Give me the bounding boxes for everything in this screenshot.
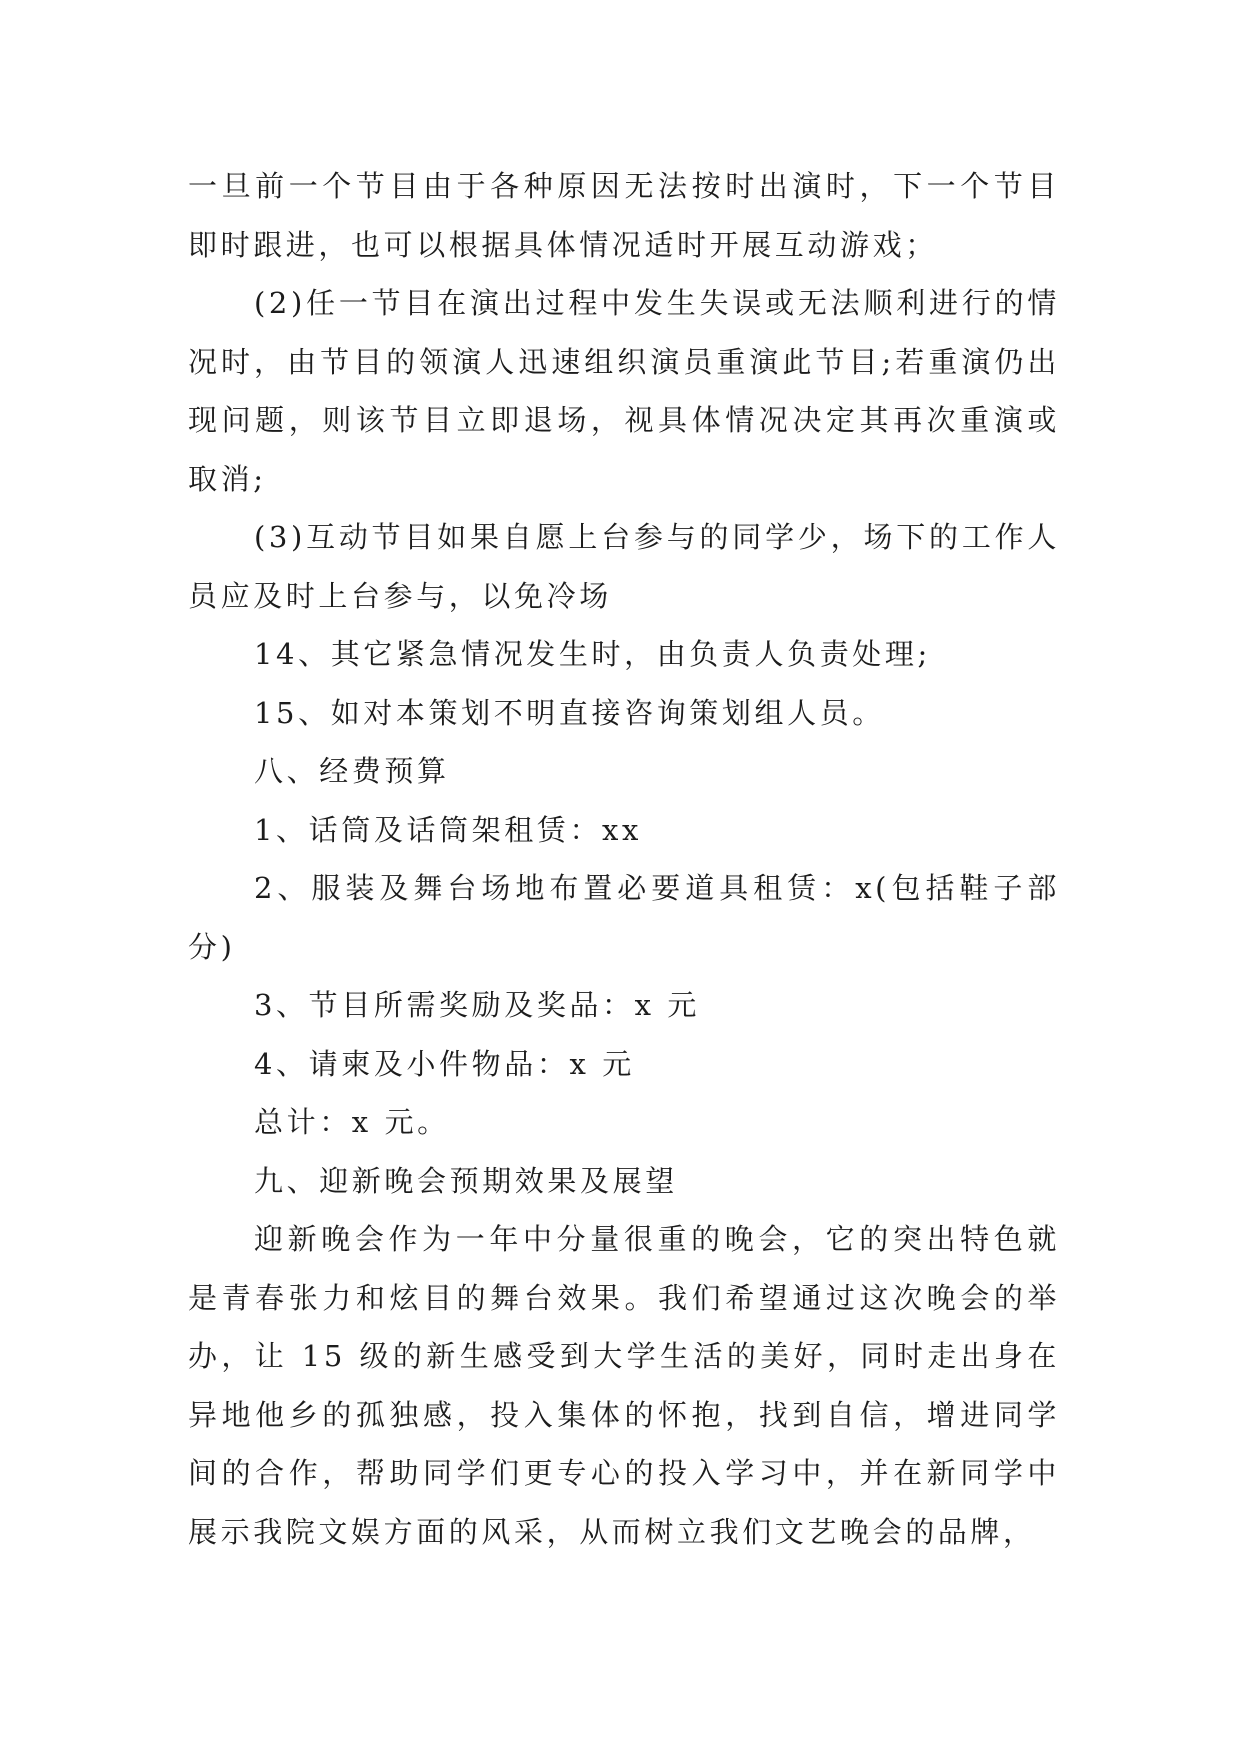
paragraph-1: 一旦前一个节目由于各种原因无法按时出演时，下一个节目即时跟进，也可以根据具体情况适时开展互动游戏； — [188, 169, 1060, 262]
budget-item-4: 4、请柬及小件物品：x 元 — [254, 1046, 635, 1081]
budget-total: 总计：x 元。 — [254, 1105, 450, 1139]
paragraph-5: 15、如对本策划不明直接咨询策划组人员。 — [254, 695, 885, 730]
section-heading-budget: 八、经费预算 — [254, 754, 450, 788]
paragraph-outlook: 迎新晚会作为一年中分量很重的晚会，它的突出特色就是青春张力和炫目的舞台效果。我们希望通过这次晚会的举办，让 15 级的新生感受到大学生活的美好，同时走出身在异地他乡的孤独感，投入集体的怀抱，找到自信，增进同学间的合作，帮助同学们更专心的投入学习中，并在新同学中展示我院文娱方面的风采，从而树立我们文艺晚会的品牌， — [188, 1222, 1060, 1549]
section-heading-outlook: 九、迎新晚会预期效果及展望 — [254, 1163, 678, 1198]
paragraph-3: (3)互动节目如果自愿上台参与的同学少，场下的工作人员应及时上台参与，以免冷场 — [188, 520, 1060, 613]
budget-item-2: 2、服装及舞台场地布置必要道具租赁：x(包括鞋子部分) — [188, 871, 1060, 964]
document-body — [188, 157, 1060, 1561]
budget-item-3: 3、节目所需奖励及奖品：x 元 — [254, 988, 701, 1022]
budget-item-1: 1、话筒及话筒架租赁：xx — [254, 812, 642, 847]
paragraph-2: (2)任一节目在演出过程中发生失误或无法顺利进行的情况时，由节目的领演人迅速组织演员重演此节目;若重演仍出现问题，则该节目立即退场，视具体情况决定其再次重演或取消; — [188, 286, 1060, 496]
paragraph-4: 14、其它紧急情况发生时，由负责人负责处理; — [254, 637, 931, 671]
